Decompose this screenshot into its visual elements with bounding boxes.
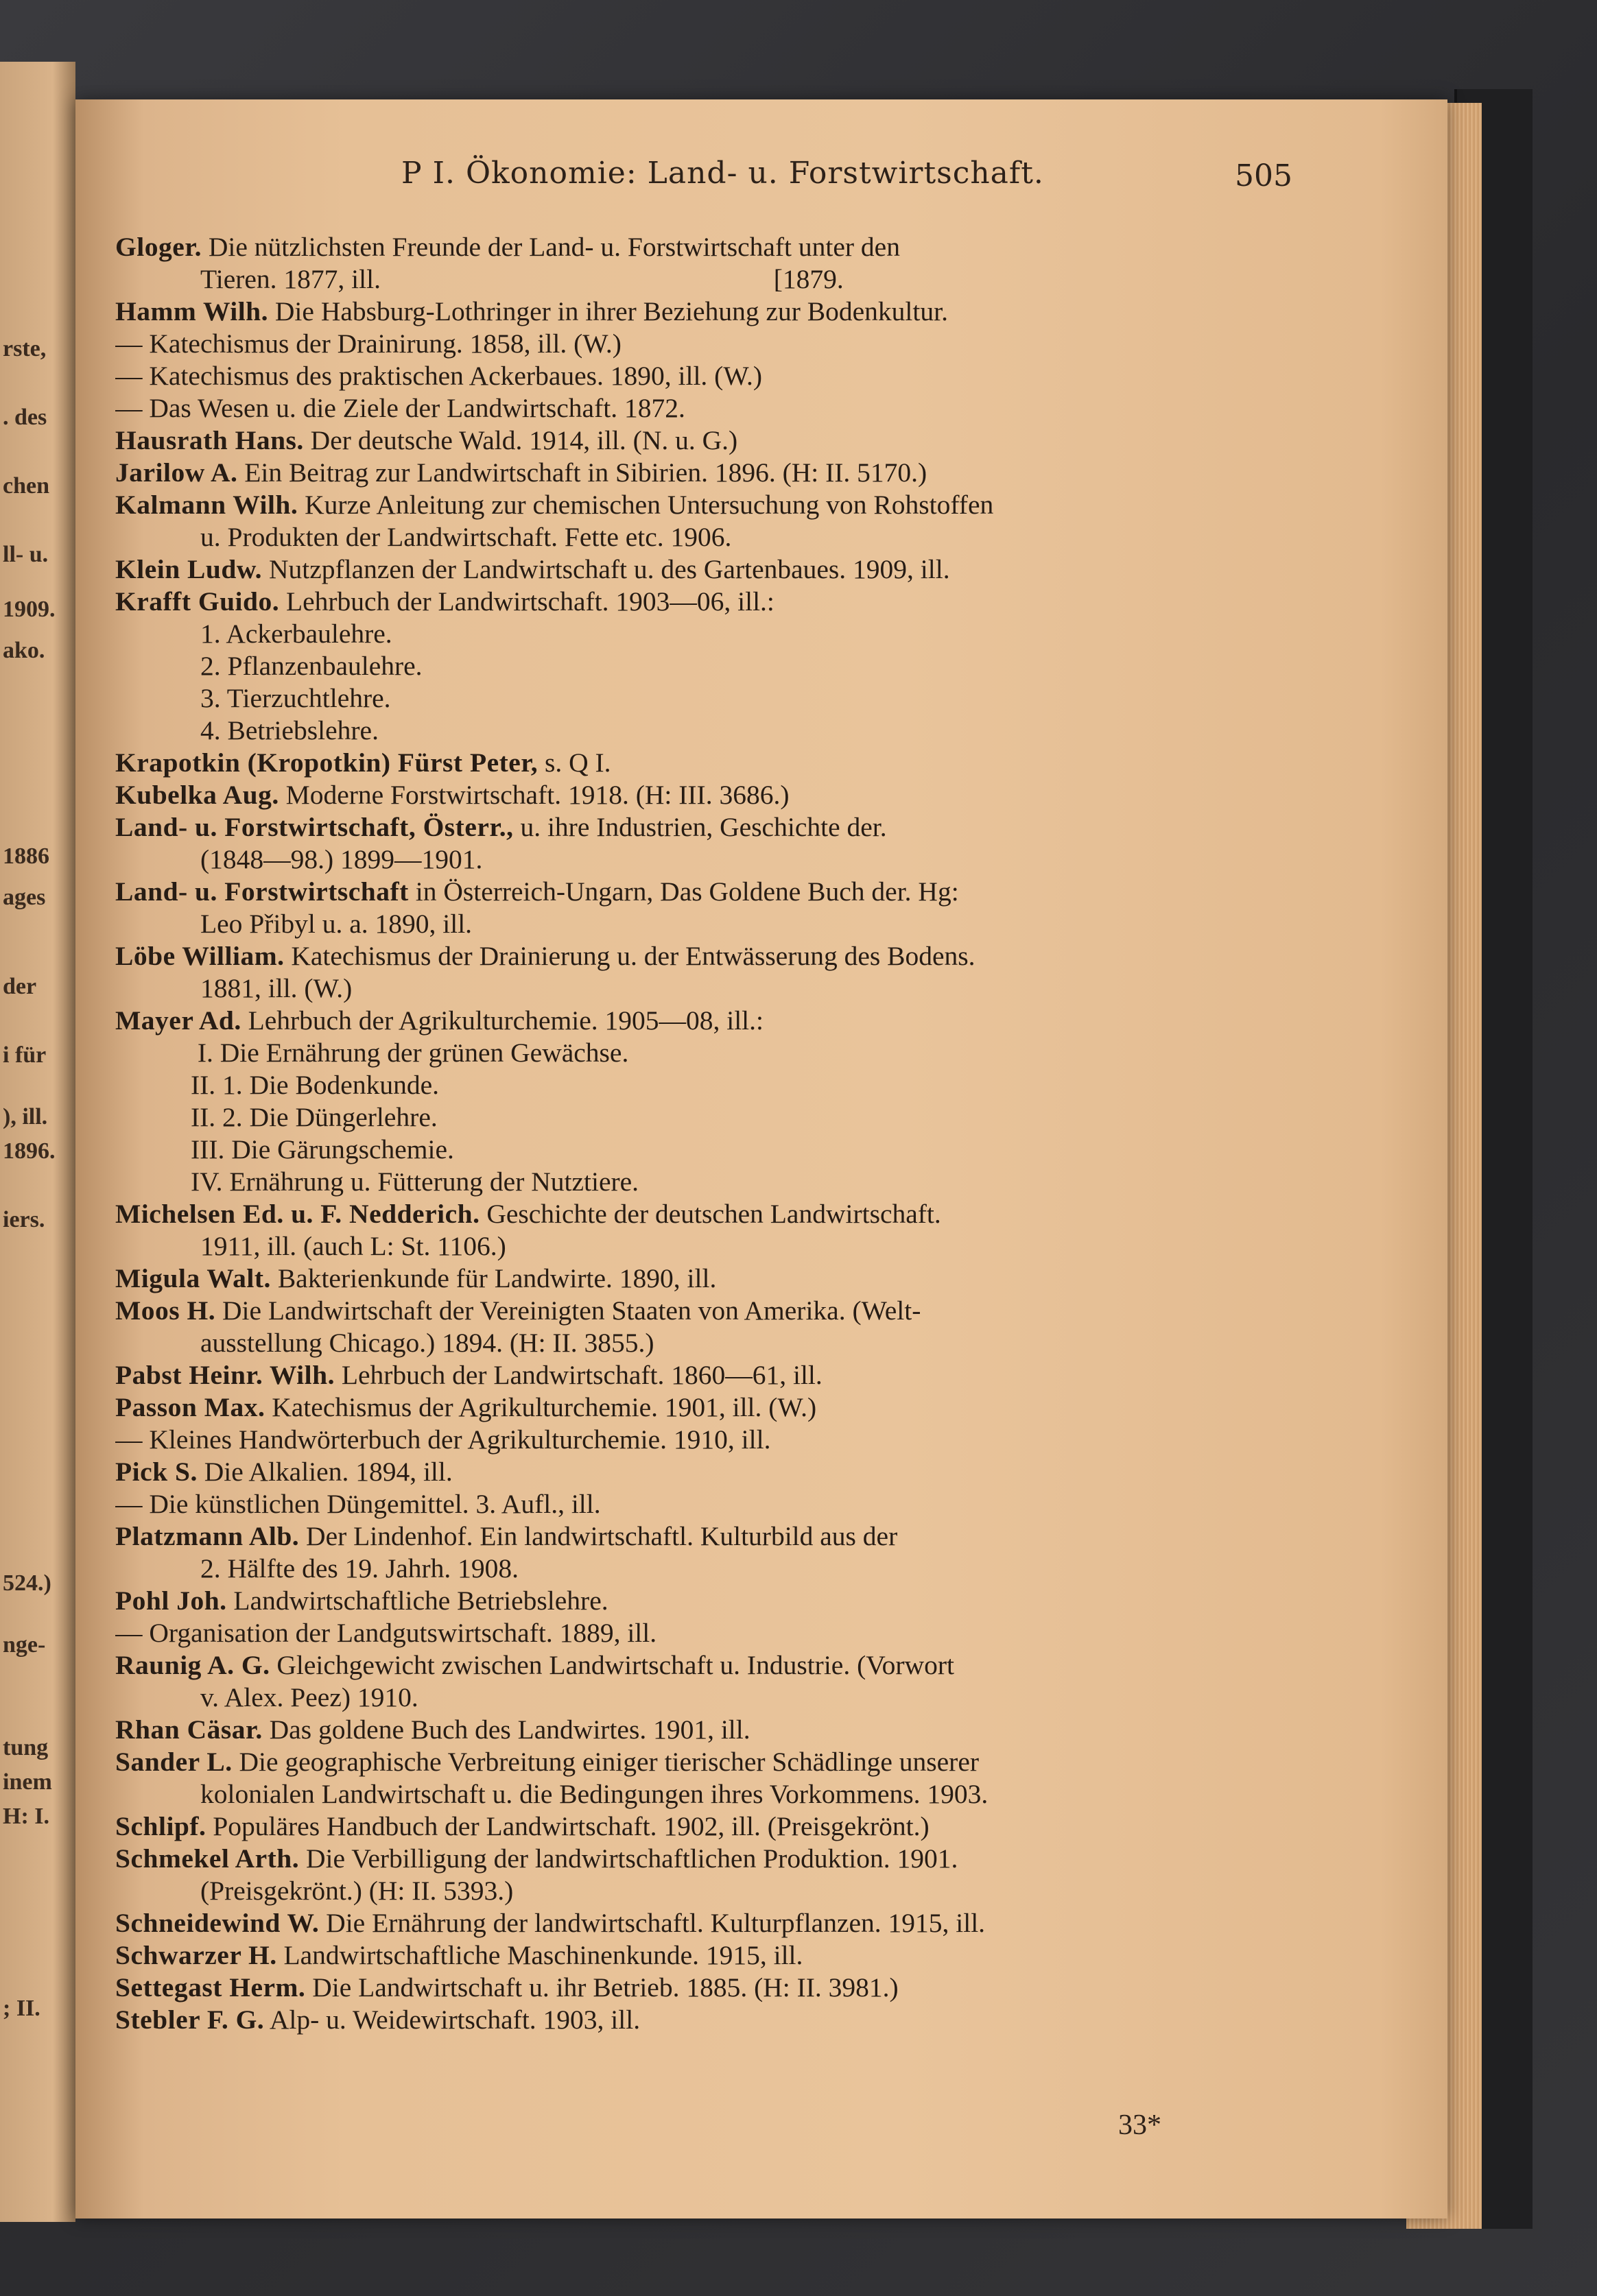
entry-line [115,1166,1367,1198]
entry-text: Geschichte der deutschen Landwirtschaft. [480,1199,941,1229]
entry-line [115,328,1367,360]
left-page-fragment: H: I. [3,1804,49,1829]
entry-line [115,811,1367,844]
entry-text: Bakterienkunde für Landwirte. 1890, ill. [270,1263,717,1293]
entry-line [115,908,1367,940]
entry-line [115,1069,1367,1101]
entry-author: Land- u. Forstwirtschaft, Österr., [115,812,514,842]
left-page-fragment: tung [3,1735,49,1760]
entry-line [115,1327,1367,1359]
left-page-fragment: der [3,974,37,999]
entry-text: III. Die Gärungschemie. [191,1134,454,1164]
entry-text: 1. Ackerbaulehre. [200,619,392,649]
entry-text: Gleichgewicht zwischen Landwirtschaft u. Industrie. (Vorwort [270,1650,954,1680]
entry-author: Migula Walt. [115,1263,271,1293]
entry-text: 2. Pflanzenbaulehre. [200,651,423,681]
entry-line [115,231,1367,263]
entry-line [115,1843,1367,1875]
entry-author: Schmekel Arth. [115,1843,300,1874]
entry-text: Die nützlichsten Freunde der Land- u. Forstwirtschaft unter den [202,232,900,262]
entry-line [115,1682,1367,1714]
entry-line [115,1391,1367,1424]
entry-line [115,1037,1367,1069]
entry-line [115,424,1367,457]
entry-line [115,1939,1367,1972]
left-page-fragment: ako. [3,638,45,663]
entry-author: Gloger. [115,232,202,262]
entry-line [115,1649,1367,1682]
entry-text: Lehrbuch der Landwirtschaft. 1903—06, ill.: [279,586,774,617]
entry-author: Raunig A. G. [115,1650,270,1680]
entry-author: Krapotkin (Kropotkin) Fürst Peter, [115,748,539,778]
entry-line [115,876,1367,908]
entry-text: Katechismus der Agrikulturchemie. 1901, ill. (W.) [265,1392,817,1422]
running-head: P I. Ökonomie: Land- u. Forstwirtschaft. [401,156,1044,191]
entry-text: II. 1. Die Bodenkunde. [191,1070,439,1100]
entry-text: 4. Betriebslehre. [200,715,379,745]
entry-line [115,392,1367,424]
bibliography-list [115,231,1367,2036]
entry-text: u. ihre Industrien, Geschichte der. [513,812,887,842]
entry-author: Land- u. Forstwirtschaft [115,876,409,907]
entry-text: ausstellung Chicago.) 1894. (H: II. 3855.) [200,1328,654,1358]
entry-line [115,972,1367,1005]
entry-line [115,844,1367,876]
entry-text: Ein Beitrag zur Landwirtschaft in Sibirien. 1896. (H: II. 5170.) [237,457,927,488]
entry-line [115,940,1367,972]
entry-line [115,1746,1367,1778]
entry-text: Lehrbuch der Landwirtschaft. 1860—61, ill. [334,1360,823,1390]
entry-text: (Preisgekrönt.) (H: II. 5393.) [200,1876,514,1906]
entry-author: Klein Ludw. [115,554,263,584]
entry-author: Schneidewind W. [115,1908,320,1938]
entry-text: — Das Wesen u. die Ziele der Landwirtschaft. 1872. [115,393,685,423]
signature-mark: 33* [1118,2109,1161,2141]
entry-text: 2. Hälfte des 19. Jahrh. 1908. [200,1553,519,1583]
entry-text: Der Lindenhof. Ein landwirtschaftl. Kulturbild aus der [299,1521,898,1551]
entry-text: Die Landwirtschaft der Vereinigten Staaten von Amerika. (Welt- [215,1295,921,1326]
entry-line [115,682,1367,715]
left-page-fragment: iers. [3,1207,45,1232]
entry-line [115,1456,1367,1488]
entry-author: Platzmann Alb. [115,1521,300,1551]
left-page-fragment: 1909. [3,597,56,622]
entry-text: 1881, ill. (W.) [200,973,353,1003]
entry-author: Michelsen Ed. u. F. Nedderich. [115,1199,480,1229]
entry-text: Die Alkalien. 1894, ill. [197,1457,453,1487]
entry-line [115,457,1367,489]
entry-line [115,553,1367,586]
entry-line [115,1617,1367,1649]
entry-text: II. 2. Die Düngerlehre. [191,1102,438,1132]
entry-line [115,1875,1367,1907]
entry-author: Stebler F. G. [115,2005,265,2035]
entry-line [115,1295,1367,1327]
entry-text: s. Q I. [538,748,611,778]
entry-author: Settegast Herm. [115,1972,306,2002]
left-page-fragment: ; II. [3,1996,40,2021]
entry-text: kolonialen Landwirtschaft u. die Bedingungen ihres Vorkommens. 1903. [200,1779,989,1809]
entry-line [115,650,1367,682]
entry-author: Hausrath Hans. [115,425,304,455]
entry-line [115,1907,1367,1939]
page-number: 505 [1235,158,1292,193]
entry-line [115,1810,1367,1843]
entry-text: — Kleines Handwörterbuch der Agrikulturchemie. 1910, ill. [115,1424,771,1455]
entry-text: Populäres Handbuch der Landwirtschaft. 1902, ill. (Preisgekrönt.) [206,1811,930,1841]
entry-line [115,1134,1367,1166]
entry-line [115,1553,1367,1585]
left-page-fragment: chen [3,473,49,499]
entry-text: (1848—98.) 1899—1901. [200,844,483,874]
left-page-fragment: . des [3,405,47,430]
entry-line [115,618,1367,650]
entry-line [115,1263,1367,1295]
entry-author: Sander L. [115,1747,233,1777]
entry-line [115,296,1367,328]
entry-author: Kubelka Aug. [115,780,279,810]
left-page-fragment: ), ill. [3,1104,48,1129]
entry-author: Hamm Wilh. [115,296,269,326]
entry-line [115,1359,1367,1391]
entry-line [115,747,1367,779]
entry-author: Löbe William. [115,941,285,971]
entry-text: Alp- u. Weidewirtschaft. 1903, ill. [264,2005,641,2035]
left-page-fragment: 524.) [3,1570,51,1596]
entry-line [115,779,1367,811]
entry-line [115,1005,1367,1037]
entry-line [115,489,1367,521]
entry-line [115,2004,1367,2036]
entry-line [115,360,1367,392]
entry-line [115,1520,1367,1553]
left-page-fragment: 1896. [3,1138,56,1164]
entry-line [115,1101,1367,1134]
entry-text: IV. Ernährung u. Fütterung der Nutztiere. [191,1167,639,1197]
left-page-fragment: ages [3,885,46,910]
entry-author: Moos H. [115,1295,216,1326]
entry-author: Kalmann Wilh. [115,490,298,520]
entry-text: Lehrbuch der Agrikulturchemie. 1905—08, ill.: [241,1005,764,1036]
left-page-fragment: 1886 [3,844,49,869]
entry-line [115,521,1367,553]
left-page-fragment: inem [3,1769,52,1795]
entry-text: — Die künstlichen Düngemittel. 3. Aufl., ill. [115,1489,601,1519]
entry-text: — Katechismus des praktischen Ackerbaues. 1890, ill. (W.) [115,361,763,391]
entry-text: u. Produkten der Landwirtschaft. Fette etc. 1906. [200,522,732,552]
entry-line [115,1424,1367,1456]
entry-line [115,1778,1367,1810]
entry-text: Tieren. 1877, ill. [1879. [200,264,844,294]
entry-author: Jarilow A. [115,457,238,488]
entry-text: Kurze Anleitung zur chemischen Untersuchung von Rohstoffen [298,490,994,520]
page-header [75,156,1447,197]
book-page [75,99,1447,2219]
entry-author: Pick S. [115,1457,198,1487]
entry-text: — Organisation der Landgutswirtschaft. 1889, ill. [115,1618,657,1648]
entry-text: in Österreich-Ungarn, Das Goldene Buch der. Hg: [408,876,959,907]
entry-text: Katechismus der Drainierung u. der Entwässerung des Bodens. [284,941,975,971]
entry-line [115,1230,1367,1263]
entry-text: Landwirtschaftliche Maschinenkunde. 1915, ill. [276,1940,803,1970]
entry-line [115,1585,1367,1617]
entry-author: Passon Max. [115,1392,265,1422]
entry-line [115,1488,1367,1520]
entry-line [115,263,1367,296]
entry-author: Schwarzer H. [115,1940,277,1970]
left-page-fragment: nge- [3,1632,46,1658]
entry-text: 1911, ill. (auch L: St. 1106.) [200,1231,506,1261]
entry-text: Die geographische Verbreitung einiger tierischer Schädlinge unserer [232,1747,980,1777]
entry-text: Landwirtschaftliche Betriebslehre. [226,1586,608,1616]
entry-text: Das goldene Buch des Landwirtes. 1901, ill. [262,1714,750,1745]
entry-text: I. Die Ernährung der grünen Gewächse. [191,1038,629,1068]
entry-text: Die Verbilligung der landwirtschaftlichen Produktion. 1901. [299,1843,958,1874]
entry-line [115,715,1367,747]
entry-text: 3. Tierzuchtlehre. [200,683,391,713]
entry-text: Der deutsche Wald. 1914, ill. (N. u. G.) [303,425,738,455]
entry-text: — Katechismus der Drainirung. 1858, ill. (W.) [115,328,622,359]
entry-author: Pohl Joh. [115,1586,227,1616]
left-page-fragment: rste, [3,336,47,361]
entry-author: Rhan Cäsar. [115,1714,263,1745]
entry-author: Schlipf. [115,1811,206,1841]
entry-line [115,586,1367,618]
entry-line [115,1198,1367,1230]
entry-text: Die Ernährung der landwirtschaftl. Kulturpflanzen. 1915, ill. [319,1908,986,1938]
entry-text: Nutzpflanzen der Landwirtschaft u. des Gartenbaues. 1909, ill. [262,554,950,584]
entry-text: Moderne Forstwirtschaft. 1918. (H: III. 3686.) [279,780,790,810]
entry-line [115,1714,1367,1746]
left-page-fragment: i für [3,1042,47,1068]
entry-text: Die Landwirtschaft u. ihr Betrieb. 1885. (H: II. 3981.) [305,1972,899,2002]
left-page-fragment: ll- u. [3,542,49,567]
entry-author: Mayer Ad. [115,1005,241,1036]
entry-line [115,1972,1367,2004]
entry-text: Leo Přibyl u. a. 1890, ill. [200,909,473,939]
left-page-margin [0,62,75,2222]
entry-text: Die Habsburg-Lothringer in ihrer Beziehung zur Bodenkultur. [268,296,948,326]
entry-text: v. Alex. Peez) 1910. [200,1682,418,1712]
entry-author: Krafft Guido. [115,586,280,617]
entry-author: Pabst Heinr. Wilh. [115,1360,335,1390]
